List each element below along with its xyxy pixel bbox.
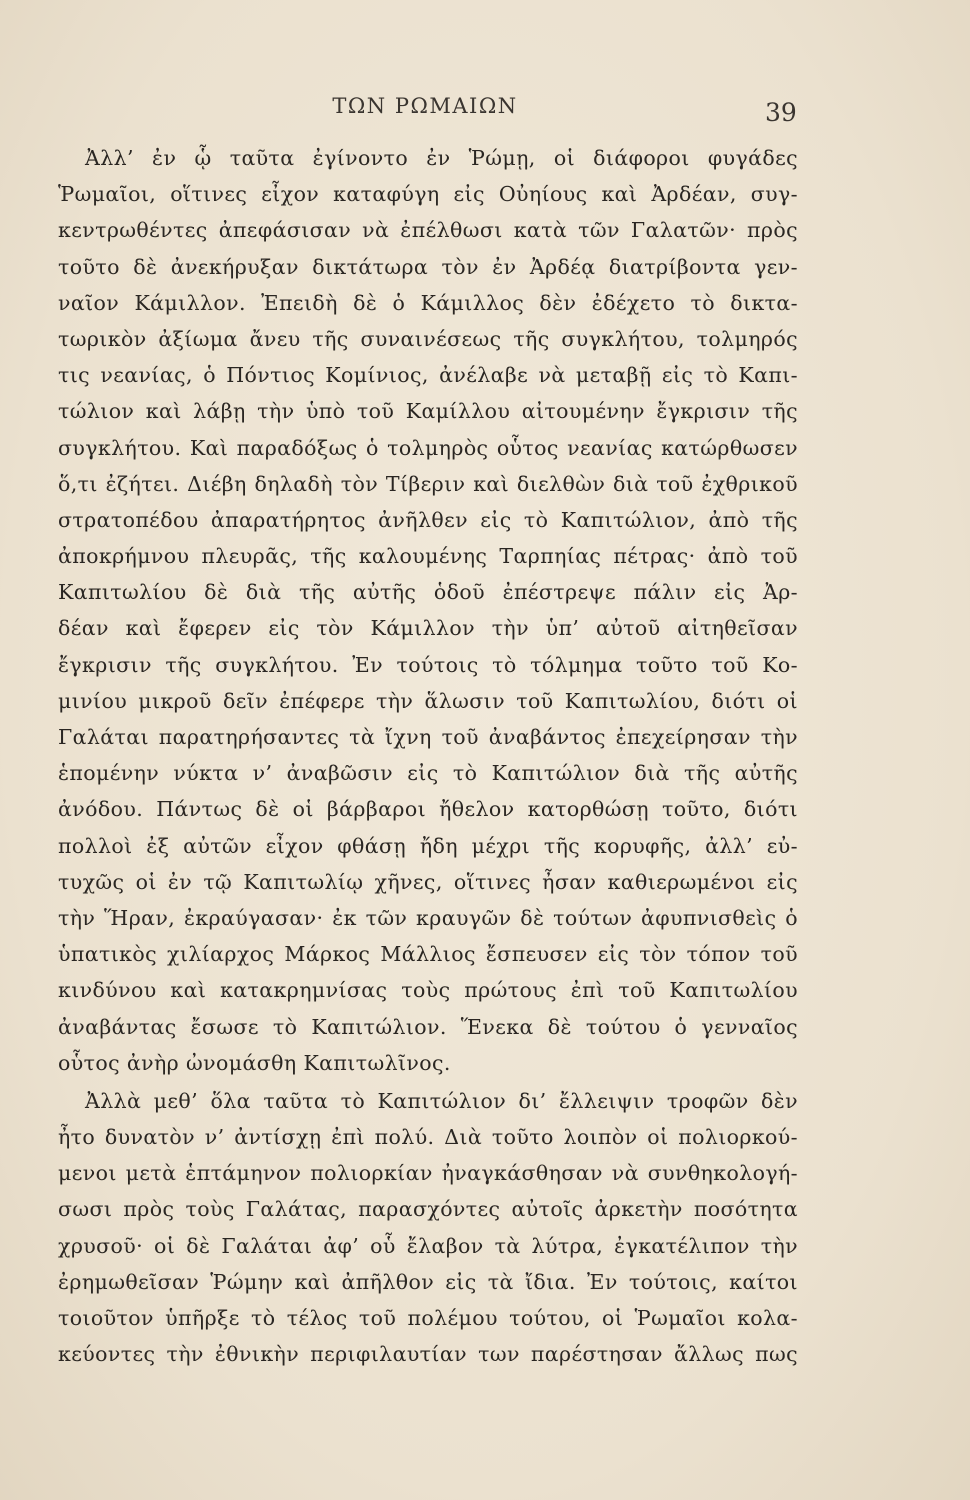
text-line: Καπιτωλίου δὲ διὰ τῆς αὐτῆς ὁδοῦ ἐπέστρεψε πάλιν εἰς Ἀρ- bbox=[58, 580, 798, 605]
text-line: τώλιον καὶ λάβῃ τὴν ὑπὸ τοῦ Καμίλλου αἰτουμένην ἔγκρισιν τῆς bbox=[58, 399, 798, 424]
text-line: κεύοντες τὴν ἐθνικὴν περιφιλαυτίαν των παρέστησαν ἄλλως πως bbox=[58, 1342, 798, 1367]
text-line: πολλοὶ ἐξ αὐτῶν εἶχον φθάσῃ ἤδη μέχρι τῆς κορυφῆς, ἀλλ’ εὐ- bbox=[58, 833, 798, 858]
text-line: Ἀλλ’ ἐν ᾧ ταῦτα ἐγίνοντο ἐν Ῥώμῃ, οἱ διάφοροι φυγάδες bbox=[85, 146, 798, 170]
text-line: Ἀλλὰ μεθ’ ὅλα ταῦτα τὸ Καπιτώλιον δι’ ἔλλειψιν τροφῶν δὲν bbox=[85, 1088, 798, 1113]
text-line: δέαν καὶ ἔφερεν εἰς τὸν Κάμιλλον τὴν ὑπ’ αὐτοῦ αἰτηθεῖσαν bbox=[58, 616, 798, 641]
text-line: χρυσοῦ· οἱ δὲ Γαλάται ἀφ’ οὗ ἔλαβον τὰ λύτρα, ἐγκατέλιπον τὴν bbox=[58, 1233, 798, 1258]
text-line: κεντρωθέντες ἀπεφάσισαν νὰ ἐπέλθωσι κατὰ τῶν Γαλατῶν· πρὸς bbox=[58, 218, 798, 243]
text-line: ὅ,τι ἐζήτει. Διέβη δηλαδὴ τὸν Τίβεριν καὶ διελθὼν διὰ τοῦ ἐχθρικοῦ bbox=[58, 471, 798, 496]
text-line: μενοι μετὰ ἑπτάμηνον πολιορκίαν ἠναγκάσθησαν νὰ συνθηκολογή- bbox=[58, 1161, 798, 1186]
text-line: Ῥωμαῖοι, οἵτινες εἶχον καταφύγη εἰς Οὐηίους καὶ Ἀρδέαν, συγ- bbox=[58, 182, 798, 207]
text-line: τοιοῦτον ὑπῆρξε τὸ τέλος τοῦ πολέμου τούτου, οἱ Ῥωμαῖοι κολα- bbox=[58, 1306, 798, 1330]
text-line: ἦτο δυνατὸν ν’ ἀντίσχῃ ἐπὶ πολύ. Διὰ τοῦτο λοιπὸν οἱ πολιορκού- bbox=[58, 1125, 798, 1150]
text-line: ἑπομένην νύκτα ν’ ἀναβῶσιν εἰς τὸ Καπιτώλιον διὰ τῆς αὐτῆς bbox=[58, 761, 798, 786]
text-line: τυχῶς οἱ ἐν τῷ Καπιτωλίῳ χῆνες, οἵτινες ἦσαν καθιερωμένοι εἰς bbox=[58, 869, 798, 894]
text-line: τωρικὸν ἀξίωμα ἄνευ τῆς συναινέσεως τῆς συγκλήτου, τολμηρός bbox=[58, 326, 798, 351]
text-line: ἔγκρισιν τῆς συγκλήτου. Ἐν τούτοις τὸ τόλμημα τοῦτο τοῦ Κο- bbox=[58, 652, 798, 677]
paragraph-1 bbox=[58, 140, 798, 1081]
running-head: ΤΩΝ ΡΩΜΑΙΩΝ bbox=[332, 94, 518, 118]
page-number: 39 bbox=[765, 98, 797, 127]
text-line: στρατοπέδου ἀπαρατήρητος ἀνῆλθεν εἰς τὸ Καπιτώλιον, ἀπὸ τῆς bbox=[58, 507, 798, 532]
text-line: ὑπατικὸς χιλίαρχος Μάρκος Μάλλιος ἔσπευσεν εἰς τὸν τόπον τοῦ bbox=[58, 942, 798, 967]
text-line: μινίου μικροῦ δεῖν ἐπέφερε τὴν ἅλωσιν τοῦ Καπιτωλίου, διότι οἱ bbox=[58, 688, 798, 713]
text-line: ἀναβάντας ἔσωσε τὸ Καπιτώλιον. Ἕνεκα δὲ τούτου ὁ γενναῖος bbox=[58, 1014, 798, 1039]
text-line: τις νεανίας, ὁ Πόντιος Κομίνιος, ἀνέλαβε νὰ μεταβῇ εἰς τὸ Καπι- bbox=[58, 363, 798, 388]
text-line: ἐρημωθεῖσαν Ῥώμην καὶ ἀπῆλθον εἰς τὰ ἴδια. Ἐν τούτοις, καίτοι bbox=[58, 1269, 798, 1294]
text-line: Γαλάται παρατηρήσαντες τὰ ἴχνη τοῦ ἀναβάντος ἐπεχείρησαν τὴν bbox=[58, 725, 798, 749]
text-line: συγκλήτου. Καὶ παραδόξως ὁ τολμηρὸς οὗτος νεανίας κατώρθωσεν bbox=[58, 435, 798, 460]
text-line: ἀποκρήμνου πλευρᾶς, τῆς καλουμένης Ταρπηίας πέτρας· ἀπὸ τοῦ bbox=[58, 544, 798, 569]
text-line: ἀνόδου. Πάντως δὲ οἱ βάρβαροι ἤθελον κατορθώσῃ τοῦτο, διότι bbox=[58, 797, 798, 822]
page-header bbox=[0, 94, 970, 134]
text-line: ναῖον Κάμιλλον. Ἐπειδὴ δὲ ὁ Κάμιλλος δὲν ἐδέχετο τὸ δικτα- bbox=[58, 290, 798, 315]
paragraph-2 bbox=[58, 1083, 798, 1373]
text-line: τὴν Ἥραν, ἐκραύγασαν· ἐκ τῶν κραυγῶν δὲ τούτων ἀφυπνισθεὶς ὁ bbox=[58, 905, 798, 930]
text-line: κινδύνου καὶ κατακρημνίσας τοὺς πρώτους ἐπὶ τοῦ Καπιτωλίου bbox=[58, 978, 798, 1003]
text-line: σωσι πρὸς τοὺς Γαλάτας, παρασχόντες αὐτοῖς ἀρκετὴν ποσότητα bbox=[58, 1197, 798, 1222]
text-line: τοῦτο δὲ ἀνεκήρυξαν δικτάτωρα τὸν ἐν Ἀρδέᾳ διατρίβοντα γεν- bbox=[58, 254, 798, 279]
text-line: οὗτος ἀνὴρ ὠνομάσθη Καπιτωλῖνος. bbox=[58, 1050, 451, 1075]
body-text bbox=[58, 140, 798, 1372]
